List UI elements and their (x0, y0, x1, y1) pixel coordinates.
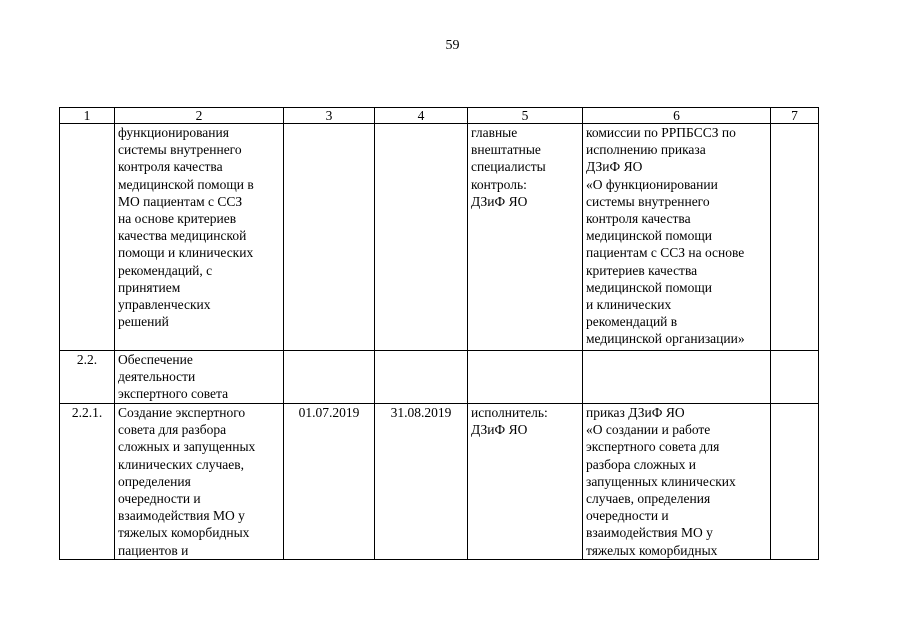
cell-line: определения (118, 473, 191, 489)
notes-cell (771, 124, 819, 351)
cell-line: МО пациентам с ССЗ (118, 193, 243, 209)
row-number (60, 124, 115, 351)
cell-line: и клинических (586, 297, 672, 313)
cell-line: клинических случаев, (118, 456, 244, 472)
cell-line: тяжелых коморбидных (118, 525, 250, 541)
cell-line: контроля качества (586, 211, 691, 227)
column-header: 4 (375, 108, 468, 124)
column-header: 7 (771, 108, 819, 124)
cell-line: внештатные (471, 142, 541, 158)
end-date-cell (375, 124, 468, 351)
cell-line: тяжелых коморбидных (586, 542, 718, 558)
cell-line: ДЗиФ ЯО (586, 159, 643, 175)
cell-line: качества медицинской (118, 228, 247, 244)
row-number: 2.2.1. (60, 404, 115, 560)
cell-line: решений (118, 314, 169, 330)
cell-line: пациентам с ССЗ на основе (586, 245, 745, 261)
cell-line: экспертного совета для (586, 439, 720, 455)
result-cell (583, 351, 771, 404)
cell-line: медицинской помощи в (118, 176, 254, 192)
cell-line: медицинской помощи (586, 228, 712, 244)
cell-line: запущенных клинических (586, 473, 736, 489)
cell-line: контроль: (471, 176, 527, 192)
start-date-cell: 01.07.2019 (284, 404, 375, 560)
cell-line: случаев, определения (586, 491, 711, 507)
cell-line: взаимодействия МО у (118, 508, 245, 524)
cell-line: сложных и запущенных (118, 439, 256, 455)
column-header: 2 (115, 108, 284, 124)
table-row (60, 124, 819, 351)
cell-line: системы внутреннего (118, 142, 242, 158)
cell-line: функционирования (118, 125, 229, 140)
start-date-cell (284, 351, 375, 404)
page-number: 59 (445, 38, 460, 53)
cell-line: управленческих (118, 297, 211, 313)
cell-line: «О функционировании (586, 176, 718, 192)
cell-line: помощи и клинических (118, 245, 254, 261)
cell-line: системы внутреннего (586, 193, 710, 209)
start-date-cell (284, 124, 375, 351)
cell-line: «О создании и работе (586, 422, 711, 438)
cell-line: очередности и (118, 491, 201, 507)
responsible-cell (468, 404, 583, 560)
cell-line: совета для разбора (118, 422, 227, 438)
header-row (60, 108, 819, 124)
end-date-cell (375, 351, 468, 404)
end-date-cell: 31.08.2019 (375, 404, 468, 560)
cell-line: деятельности (118, 369, 196, 385)
plan-table (59, 107, 819, 560)
cell-line: критериев качества (586, 262, 698, 278)
cell-line: медицинской помощи (586, 279, 712, 295)
cell-line: главные (471, 125, 518, 140)
responsible-cell (468, 351, 583, 404)
cell-line: исполнитель: (471, 405, 548, 420)
result-cell (583, 404, 771, 560)
cell-line: ДЗиФ ЯО (471, 422, 528, 438)
notes-cell (771, 351, 819, 404)
cell-line: разбора сложных и (586, 456, 696, 472)
cell-line: принятием (118, 279, 181, 295)
notes-cell (771, 404, 819, 560)
cell-line: контроля качества (118, 159, 223, 175)
cell-line: рекомендаций, с (118, 262, 213, 278)
cell-line: Создание экспертного (118, 405, 246, 420)
cell-line: исполнению приказа (586, 142, 706, 158)
result-cell (583, 124, 771, 351)
column-header: 3 (284, 108, 375, 124)
column-header: 6 (583, 108, 771, 124)
cell-line: ДЗиФ ЯО (471, 193, 528, 209)
activity-cell (115, 404, 284, 560)
responsible-cell (468, 124, 583, 351)
cell-line: очередности и (586, 508, 669, 524)
cell-line: пациентов и (118, 542, 189, 558)
cell-line: специалисты (471, 159, 546, 175)
activity-cell (115, 351, 284, 404)
column-header: 1 (60, 108, 115, 124)
cell-line: взаимодействия МО у (586, 525, 713, 541)
cell-line: комиссии по РРПБССЗ по (586, 125, 736, 140)
column-header: 5 (468, 108, 583, 124)
table-row (60, 404, 819, 560)
cell-line: на основе критериев (118, 211, 237, 227)
activity-cell (115, 124, 284, 351)
row-number: 2.2. (60, 351, 115, 404)
table-row (60, 351, 819, 404)
cell-line: медицинской организации» (586, 331, 745, 347)
cell-line: Обеспечение (118, 352, 193, 367)
cell-line: рекомендаций в (586, 314, 678, 330)
cell-line: экспертного совета (118, 386, 229, 402)
cell-line: приказ ДЗиФ ЯО (586, 405, 685, 420)
